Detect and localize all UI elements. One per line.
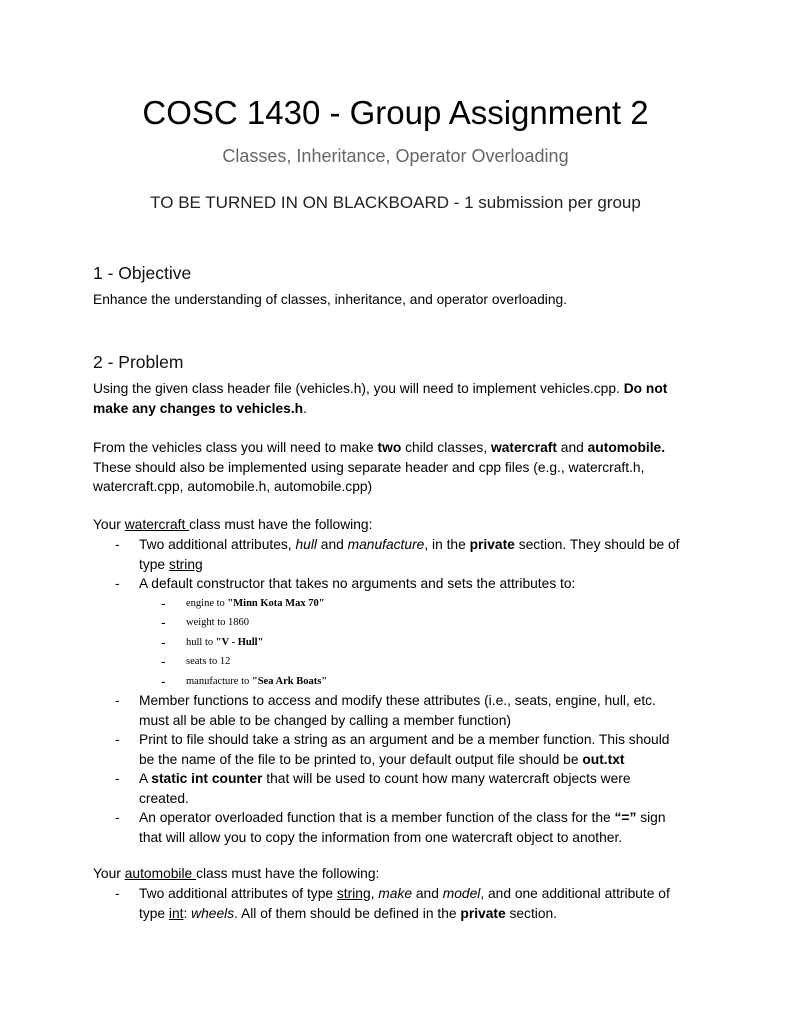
- text-run: and: [556, 440, 588, 455]
- list-item-line: [139, 884, 733, 904]
- text-run: hull to: [186, 636, 216, 648]
- list-dash: -: [161, 673, 166, 689]
- automobile-intro-line: [93, 864, 713, 884]
- problem-paragraph-1: [93, 379, 713, 418]
- text-run: Two additional attributes of type: [139, 886, 337, 901]
- text-run: :: [183, 905, 192, 921]
- list-dash: -: [115, 886, 120, 901]
- list-item: [93, 574, 733, 594]
- list-item: [93, 730, 733, 769]
- text-run: type: [139, 905, 169, 921]
- text-run: , in the: [424, 537, 470, 552]
- list-dash: -: [115, 576, 120, 591]
- text-run: From the vehicles class you will need to make: [93, 440, 378, 455]
- italic-run: model: [442, 886, 481, 901]
- underlined-run: string: [336, 886, 371, 901]
- watercraft-requirements-list: [93, 535, 733, 847]
- text-run: that will be used to count how many watercraft objects were: [262, 771, 631, 786]
- problem-paragraph-2-line-1: [93, 438, 713, 458]
- document-title: COSC 1430 - Group Assignment 2: [142, 94, 649, 131]
- submission-banner: TO BE TURNED IN ON BLACKBOARD - 1 submission per group: [150, 193, 641, 212]
- list-dash: -: [115, 732, 120, 747]
- list-item-line: [139, 750, 733, 770]
- text-run: . All of them should be defined in the: [234, 905, 461, 921]
- list-item-line: created.: [139, 790, 189, 806]
- bold-run: out.txt: [582, 751, 625, 767]
- bold-run: "Minn Kota Max 70": [227, 597, 325, 609]
- problem-paragraph-2-line-2: These should also be implemented using separate header and cpp files (e.g., watercraft.h,: [93, 459, 645, 475]
- list-dash: -: [161, 634, 166, 650]
- list-item: [93, 769, 733, 808]
- document-subtitle: Classes, Inheritance, Operator Overloading: [222, 146, 569, 166]
- text-run: section.: [505, 905, 558, 921]
- text-run: An operator overloaded function that is a member function of the class for the: [139, 810, 615, 825]
- italic-run: make: [378, 886, 413, 901]
- problem-paragraph-2: [93, 438, 713, 497]
- list-item-line: Member functions to access and modify these attributes (i.e., seats, engine, hull, etc.: [139, 693, 656, 708]
- underlined-run: int: [168, 905, 184, 921]
- text-run: Your: [93, 517, 125, 532]
- text-run: .: [303, 400, 307, 416]
- bold-run: static int counter: [151, 771, 263, 786]
- bold-run: watercraft: [490, 440, 557, 455]
- text-run: type: [139, 556, 169, 572]
- text-run: A: [139, 771, 152, 786]
- problem-paragraph-1-line-2: [93, 399, 713, 419]
- watercraft-intro-line: [93, 515, 713, 535]
- problem-paragraph-2-line-3: watercraft.cpp, automobile.h, automobile.cpp): [93, 479, 373, 494]
- list-item-line: must all be able to be changed by calling a member function): [139, 712, 511, 728]
- text-run: and: [316, 537, 348, 552]
- sub-list-item: [93, 652, 733, 672]
- text-run: child classes,: [401, 440, 491, 455]
- list-dash: -: [115, 693, 120, 708]
- list-item: [93, 884, 733, 923]
- list-item-line: that will allow you to copy the information from one watercraft object to another.: [139, 829, 623, 845]
- text-run: ,: [370, 886, 379, 901]
- bold-run: Do not: [623, 381, 668, 396]
- list-dash: -: [161, 595, 166, 611]
- text-run: manufacture to: [186, 675, 252, 687]
- text-run: and: [412, 886, 443, 901]
- list-dash: -: [115, 537, 120, 552]
- list-item-line: [139, 904, 733, 924]
- objective-heading: 1 - Objective: [93, 263, 192, 283]
- text-run: Using the given class header file (vehicles.h), you will need to implement vehicles.cpp.: [93, 381, 624, 396]
- sub-list-item: [93, 672, 733, 692]
- sub-list-item: [93, 594, 733, 614]
- text-run: section. They should be of: [514, 537, 680, 552]
- italic-run: hull: [295, 537, 317, 552]
- bold-run: “=”: [614, 810, 637, 825]
- text-run: , and one additional attribute of: [480, 886, 670, 901]
- list-item-line: Print to file should take a string as an argument and be a member function. This should: [139, 732, 670, 747]
- underlined-run: automobile: [124, 866, 197, 881]
- bold-run: "V - Hull": [215, 636, 264, 648]
- sub-list-item: [93, 633, 733, 653]
- watercraft-intro: [93, 515, 713, 535]
- list-dash: -: [161, 654, 166, 669]
- bold-run: private: [460, 905, 506, 921]
- list-item: [93, 808, 733, 847]
- list-item-line: [139, 535, 733, 555]
- bold-run: "Sea Ark Boats": [251, 675, 328, 687]
- list-dash: -: [161, 615, 166, 630]
- text-run: Two additional attributes,: [139, 537, 296, 552]
- bold-run: private: [469, 537, 515, 552]
- bold-run: automobile.: [587, 440, 666, 455]
- text-run: sign: [636, 810, 666, 825]
- list-item: [93, 535, 733, 574]
- text-run: class must have the following:: [189, 517, 373, 532]
- list-item-line: A default constructor that takes no arguments and sets the attributes to:: [139, 576, 576, 591]
- text-run: be the name of the file to be printed to, your default output file should be: [139, 751, 583, 767]
- automobile-intro: [93, 864, 713, 884]
- text-run: class must have the following:: [196, 866, 380, 881]
- list-item-line: [139, 555, 733, 575]
- underlined-run: watercraft: [124, 517, 190, 532]
- bold-run: two: [377, 440, 402, 455]
- text-run: engine to: [186, 597, 228, 609]
- text-run: weight to 1860: [186, 617, 249, 628]
- objective-text: Enhance the understanding of classes, inheritance, and operator overloading.: [93, 292, 568, 307]
- bold-run: make any changes to vehicles.h: [93, 400, 304, 416]
- list-item-line: [139, 769, 733, 789]
- text-run: Your: [93, 866, 125, 881]
- problem-paragraph-1-line-1: [93, 379, 713, 399]
- automobile-requirements-list: [93, 884, 733, 923]
- list-dash: -: [115, 771, 120, 786]
- list-item-line: [139, 808, 733, 828]
- italic-run: manufacture: [347, 537, 425, 552]
- text-run: seats to 12: [186, 656, 231, 667]
- italic-run: wheels: [191, 905, 235, 921]
- underlined-run: string: [168, 556, 203, 572]
- list-dash: -: [115, 810, 120, 825]
- list-item: [93, 691, 733, 730]
- sub-list-item: [93, 613, 733, 633]
- problem-heading: 2 - Problem: [93, 352, 184, 372]
